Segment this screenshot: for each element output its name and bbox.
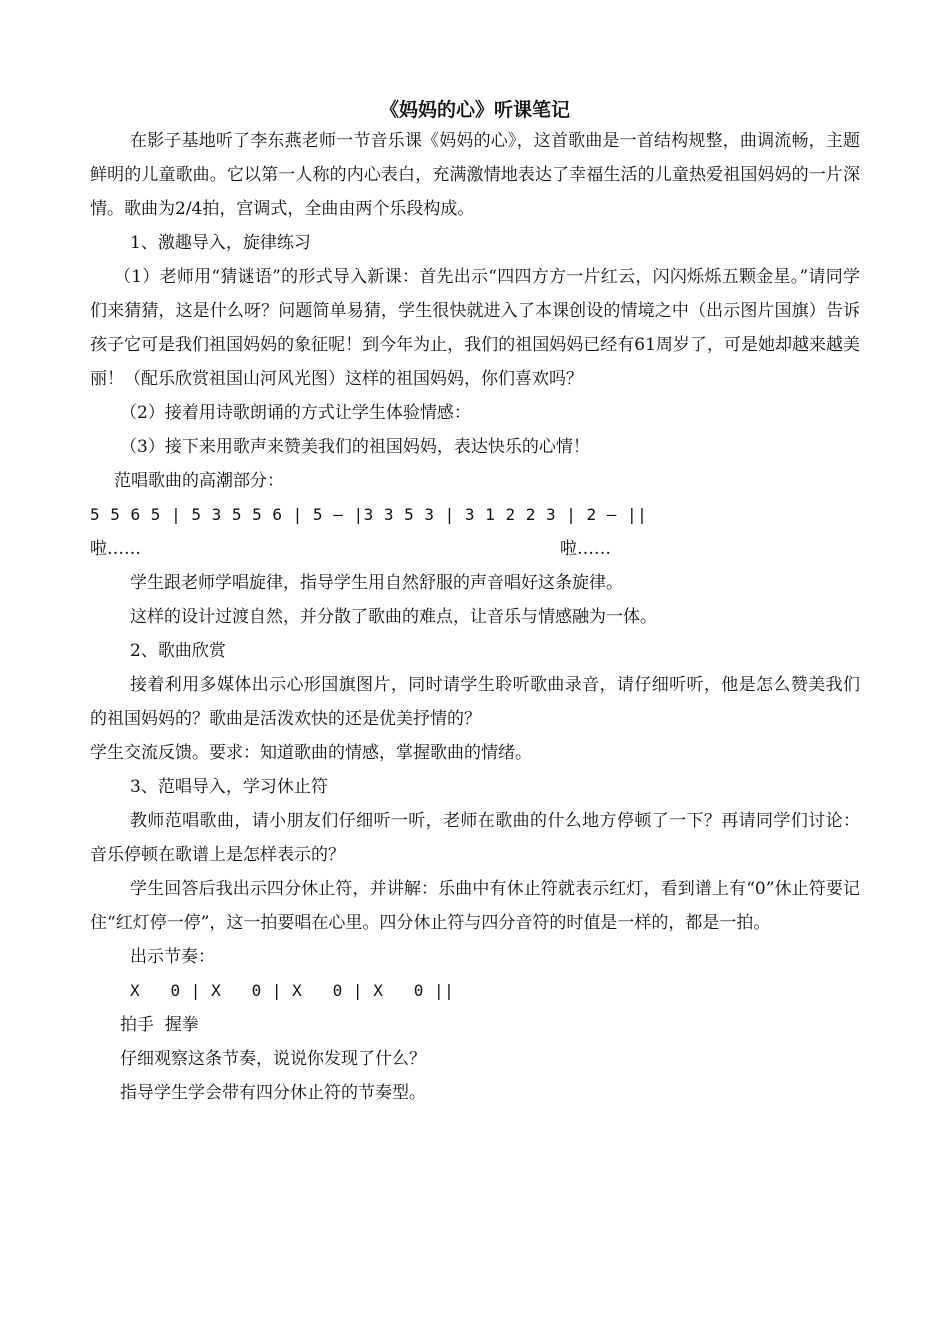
section-1-paragraph-5: 学生跟老师学唱旋律，指导学生用自然舒服的声音唱好这条旋律。 [130,573,623,593]
section-1-heading: 1、激趣导入，旋律练习 [130,233,311,253]
section-2-paragraph-2: 学生交流反馈。要求：知道歌曲的情感，掌握歌曲的情绪。 [90,743,532,763]
rhythm-notation: X 0 | X 0 | X 0 | X 0 || [130,981,455,1000]
intro-paragraph: 在影子基地听了李东燕老师一节音乐课《妈妈的心》，这首歌曲是一首结构规整，曲调流畅，主题鲜明的儿童歌曲。它以第一人称的内心表白，充满激情地表达了幸福生活的儿童热爱祖国妈妈的一片深情。歌曲为2/4拍，宫调式，全曲由两个乐段构成。 [90,131,860,219]
section-1-paragraph-1-text: （1）老师用“猜谜语”的形式导入新课：首先出示“四四方方一片红云，闪闪烁烁五颗金星。”请同学们来猜猜，这是什么呀？问题简单易猜，学生很快就进入了本课创设的情境之中（出示图片国旗）告诉孩子它可是我们祖国妈妈的象征呢！到今年为止，我们的祖国妈妈已经有61周岁了，可是她却越来越美丽！（配乐欣赏祖国山河风光图）这样的祖国妈妈，你们喜欢吗？ [90,267,860,389]
section-3-paragraph-6: 指导学生学会带有四分休止符的节奏型。 [120,1083,426,1103]
section-3-paragraph-4: 拍手 握拳 [120,1015,199,1035]
section-1-paragraph-3: （3）接下来用歌声来赞美我们的祖国妈妈，表达快乐的心情！ [120,437,590,457]
section-1-paragraph-2: （2）接着用诗歌朗诵的方式让学生体验情感： [120,403,471,423]
document-title: 《妈妈的心》听课笔记 [379,99,570,121]
section-2-heading: 2、歌曲欣赏 [130,641,226,661]
section-2-paragraph-1: 接着利用多媒体出示心形国旗图片，同时请学生聆听歌曲录音，请仔细听听，他是怎么赞美我们的祖国妈妈的？歌曲是活泼欢快的还是优美抒情的？ [90,675,860,729]
section-1-paragraph-1 [90,260,860,396]
lyric-row [90,532,860,566]
section-3-paragraph-2: 学生回答后我出示四分休止符，并讲解：乐曲中有休止符就表示红灯，看到谱上有“0”休止符要记住“红灯停一停”，这一拍要唱在心里。四分休止符与四分音符的时值是一样的，都是一拍。 [90,879,860,933]
lyric-right: 啦…… [560,539,611,559]
section-3-paragraph-1: 教师范唱歌曲，请小朋友们仔细听一听，老师在歌曲的什么地方停顿了一下？再请同学们讨论：音乐停顿在歌谱上是怎样表示的？ [90,811,860,865]
section-3-paragraph-3: 出示节奏： [130,947,215,967]
lyric-left: 啦…… [90,539,141,559]
section-3-paragraph-5: 仔细观察这条节奏，说说你发现了什么？ [120,1049,426,1069]
document-page [90,96,860,1110]
section-1-paragraph-6: 这样的设计过渡自然，并分散了歌曲的难点，让音乐与情感融为一体。 [130,607,657,627]
section-3-heading: 3、范唱导入，学习休止符 [130,777,328,797]
section-1-paragraph-4: 范唱歌曲的高潮部分： [114,471,284,491]
melody-notation: 5 5 6 5 | 5 3 5 5 6 | 5 — |3 3 5 3 | 3 1 2 2 3 | 2 — || [90,505,648,524]
